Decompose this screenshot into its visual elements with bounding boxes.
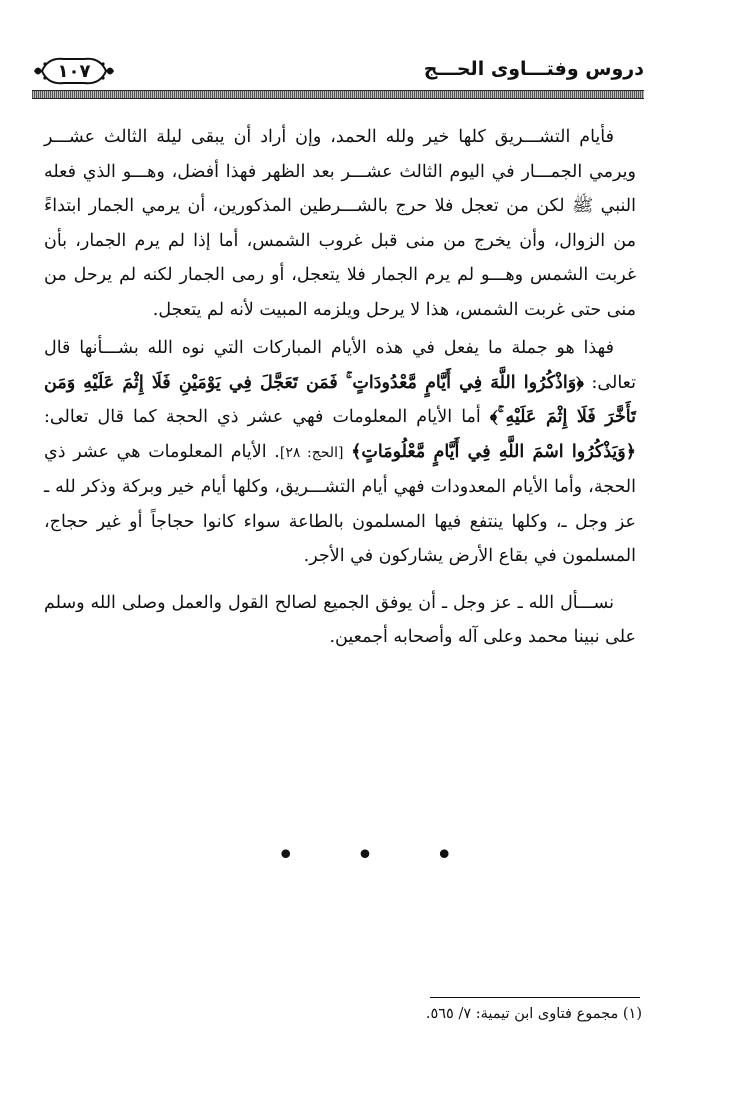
paragraph: فأيام التشـــريق كلها خير ولله الحمد، وإن أراد أن يبقى ليلة الثالث عشـــر ويرمي الجمـــار في اليوم الثالث عشـــر بعد الظهر فهذا أفضل، وهـــو الذي فعله النبي ﷺ لكن من تعجل فلا حرج بالشـــرطين المذكورين، أن يرمي الجمار ابتداءً من الزوال، وأن يخرج من منى قبل غروب الشمس، أما إذا لم يرم الجمار، بأن غربت الشمس وهـــو لم يرم الجمار فلا يتعجل، أو رمى الجمار لكنه لم يرحل من منى حتى غربت الشمس، هذا لا يرحل ويلزمه المبيت لأنه لم يتعجل. (44, 127, 636, 320)
quran-verse: ﴿وَيَذْكُرُوا اسْمَ اللَّهِ فِي أَيَّامٍ مَّعْلُومَاتٍ﴾ (351, 441, 636, 462)
section-separator: • • • (276, 838, 480, 873)
paragraph-text: أما الأيام المعلومات فهي عشر ذي الحجة كما قال تعالى: (44, 407, 481, 427)
paragraph: نســـأل الله ـ عز وجل ـ أن يوفق الجميع لصالح القول والعمل وصلى الله وسلم على نبينا محمد وعلى آله وأصحابه أجمعين. (44, 592, 636, 647)
book-title: دروس وفتـــاوى الحـــج (423, 58, 644, 80)
quran-verse: ﴿وَاذْكُرُوا اللَّهَ فِي أَيَّامٍ مَّعْدُودَاتٍ ۚ فَمَن تَعَجَّلَ فِي يَوْمَيْنِ فَلَا إِثْمَ عَلَيْهِ وَمَن تَأَخَّرَ فَلَا إِثْمَ عَلَيْهِ ۚ﴾ (44, 372, 636, 427)
paragraph-text: . الأيام المعلومات هي عشر ذي الحجة، وأما الأيام المعدودات فهي أيام التشـــريق، وكلها أيام خير وبركة وذكر لله ـ عز وجل ـ، وكلها ينتفع فيها المسلمون بالطاعة سواء كانوا حجاجاً أو غير حجاج، المسلمون في بقاع الأرض يشاركون في الأجر. (44, 441, 636, 566)
page-header (32, 54, 644, 102)
paragraph (44, 331, 636, 574)
page-number-ornament (32, 54, 116, 88)
paragraph-intro: فهذا هو جملة ما يفعل في هذه الأيام المباركات التي نوه الله بشـــأنها قال تعالى: (44, 338, 636, 393)
main-text (44, 120, 636, 655)
header-divider (32, 90, 644, 99)
page-number: ١٠٧ (57, 60, 91, 82)
footnote: (١) مجموع فتاوى ابن تيمية: ٧/ ٥٦٥. (425, 1006, 642, 1022)
footnote-divider (430, 997, 640, 998)
verse-reference: [الحج: ٢٨] (279, 444, 344, 461)
